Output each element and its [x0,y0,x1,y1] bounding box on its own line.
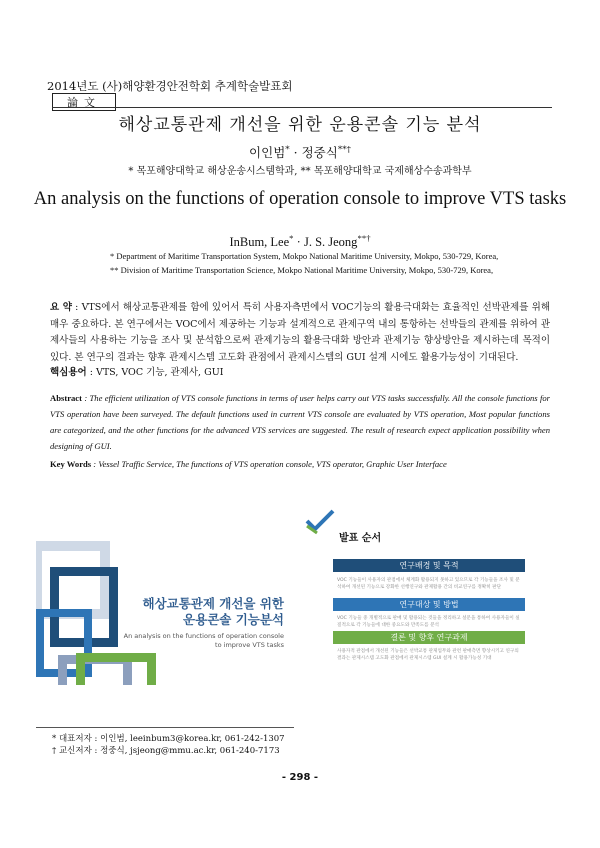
abstract-english-label: Abstract [50,393,82,403]
title-english: An analysis on the functions of operation console to improve VTS tasks [33,189,567,209]
keywords-english-label: Key Words [50,459,92,469]
presentation-title-slide [36,505,291,685]
agenda-note-conclusion: 사용자적 관점에서 개선된 기능들은 선박교통 관제업무와 관련 판매측면 향상시키고 연구의 결과는 관제시스템 고도화 관점에서 관제시스템 GUI 설계 시 활용가능성 기대 [337,649,519,661]
agenda-note-background: VOC 기능들이 사용자의 관점에서 체계화 활용되지 못하고 있으므로 각 기능들을 조사 및 분석하여 개선된 기능으로 강화한 선행연구와 관제활용 간의 비교연구를 정확히 판단 [337,578,520,590]
slide-subtitle-line-2: to improve VTS tasks [215,641,284,649]
keywords-korean-text: : VTS, VOC 기능, 관제사, GUI [86,367,224,378]
agenda-title: 발표 순서 [339,533,382,544]
slide-title [134,596,284,628]
author-separator: · [289,145,302,160]
author-en-separator: · [293,235,304,250]
page-number: - 298 - [281,772,319,783]
affiliation-korean: * 목포해양대학교 해상운송시스템학과, ** 목포해양대학교 국제해상수송과학부 [128,166,472,177]
title-korean: 해상교통관제 개선을 위한 운용콘솔 기능 분석 [118,115,482,135]
checkmark-icon [305,509,335,535]
conference-header: 2014년도 (사)해양환경안전학회 추계학술발표회 [47,79,293,93]
agenda-item-conclusion: 결론 및 향후 연구과제 [333,631,525,644]
author-en-2: J. S. Jeong [303,235,358,250]
footnote-divider [36,727,294,728]
keywords-english-text: : Vessel Traffic Service, The functions of VTS operation console, VTS operator, Graphic User Interface [91,459,447,469]
footnote-author: * 대표저자 : 이인범, leeinbum3@korea.kr, 061-242-1307 [52,734,285,744]
header-divider [52,107,552,108]
paper-type-tag: 論文 [52,93,116,111]
abstract-korean-text: : VTS에서 해상교통관제를 함에 있어서 특히 사용자측면에서 VOC기능의 활용극대화는 효율적인 선박관제를 위해 매우 중요하다. 본 연구에서는 VOC에서 제공하는 기능과 설계적으로 관제구역 내의 통항하는 선박들의 관제를 위하여 관제사들의 사용하는 기능을 조사 및 분석함으로써 관제기능의 활용극대화 방안과 관제기능 향상방안을 제시하는데 목적이 있다. 본 연구의 결과는 향후 관제시스템 고도화 관점에서 관제시스템의 GUI 설계 시에도 활용가능성이 기대된다. [50,302,550,363]
agenda-item-background: 연구배경 및 목적 [333,559,525,572]
author-en-2-mark: **† [357,233,371,243]
author-en-1: InBum, Lee [229,235,290,250]
keywords-korean-label: 핵심용어 [50,367,87,378]
slide-decor-square [76,653,156,685]
footnote-corresponding: † 교신저자 : 정중식, jsjeong@mmu.ac.kr, 061-240-7173 [52,746,280,756]
slide-subtitle [106,632,284,650]
slide-subtitle-line-1: An analysis on the functions of operation console [123,632,284,640]
abstract-korean [50,300,550,366]
affiliation-english-1: * Department of Maritime Transportation System, Mokpo National Maritime University, Mokpo, 530-729, Korea, [110,251,499,261]
slide-title-line-2: 운용콘솔 기능분석 [183,612,284,627]
keywords-korean [50,364,223,378]
agenda-item-method: 연구대상 및 방법 [333,598,525,611]
abstract-english-text: : The efficient utilization of VTS console functions in terms of user helps carry out VTS tasks successfully. All the console functions for VTS operation have been surveyed. The default functions used in current VTS console are evaluated by VTS operation, Most popular functions are categorized, and the other functions for the advanced VTS services are suggested. The result of research expect application possibility when designing of GUI. [50,393,550,451]
keywords-english [50,459,447,469]
authors-english [0,233,600,250]
agenda-note-method: VOC 기능들 중 개별적으로 판매 및 활용되는 것들을 정리하고 설문을 통하여 사용자들이 실질적으로 각 기능들에 대한 중요도와 만족도를 분석 [337,616,520,628]
author-en-1-mark: * [289,233,294,243]
author-1-mark: * [285,144,290,155]
affiliation-english-2: ** Division of Maritime Transportation Science, Mokpo National Maritime University, Mokpo, 530-729, Korea, [110,265,494,275]
presentation-agenda-slide [305,505,533,685]
authors-korean [0,143,600,161]
slide-title-line-1: 해상교통관제 개선을 위한 [142,596,284,611]
abstract-korean-label: 요 약 [50,302,72,313]
abstract-english [50,390,550,454]
author-2: 정중식 [301,145,338,160]
author-2-mark: **† [337,144,351,155]
author-1: 이인범 [249,145,286,160]
